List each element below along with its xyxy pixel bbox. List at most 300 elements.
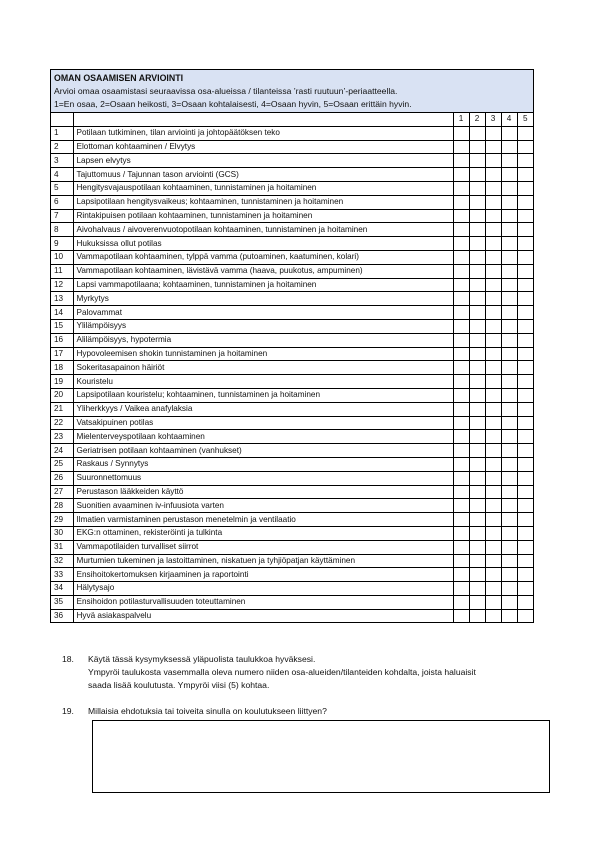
item-row xyxy=(51,237,533,251)
rating-box-1[interactable] xyxy=(453,361,469,375)
rating-box-5[interactable] xyxy=(517,595,533,609)
rating-box-5[interactable] xyxy=(517,485,533,499)
rating-box-5[interactable] xyxy=(517,292,533,306)
rating-box-1[interactable] xyxy=(453,292,469,306)
rating-box-4[interactable] xyxy=(501,306,517,320)
rating-box-3[interactable] xyxy=(485,554,501,568)
assessment-title: OMAN OSAAMISEN ARVIOINTI xyxy=(54,73,184,83)
rating-box-4[interactable] xyxy=(501,416,517,430)
rating-box-3[interactable] xyxy=(485,306,501,320)
rating-box-5[interactable] xyxy=(517,306,533,320)
question-18-line-2: Ympyröi taulukosta vasemmalla oleva numero niiden osa-alueiden/tilanteiden kohdalta, joista haluaisit xyxy=(88,667,476,677)
item-text: Palovammat xyxy=(73,306,453,320)
rating-box-3[interactable] xyxy=(485,209,501,223)
item-number[interactable]: 32 xyxy=(51,554,73,568)
rating-box-5[interactable] xyxy=(517,361,533,375)
rating-box-3[interactable] xyxy=(485,264,501,278)
rating-box-4[interactable] xyxy=(501,609,517,622)
item-number[interactable]: 7 xyxy=(51,209,73,223)
rating-box-5[interactable] xyxy=(517,333,533,347)
rating-box-3[interactable] xyxy=(485,292,501,306)
item-row xyxy=(51,264,533,278)
rating-box-1[interactable] xyxy=(453,485,469,499)
item-number[interactable]: 15 xyxy=(51,319,73,333)
rating-box-4[interactable] xyxy=(501,209,517,223)
rating-box-5[interactable] xyxy=(517,430,533,444)
item-row xyxy=(51,278,533,292)
rating-box-5[interactable] xyxy=(517,319,533,333)
question-18-line-1: Käytä tässä kysymyksessä yläpuolista taulukkoa hyväksesi. xyxy=(88,654,316,664)
rating-box-2[interactable] xyxy=(469,278,485,292)
rating-box-4[interactable] xyxy=(501,250,517,264)
item-row xyxy=(51,444,533,458)
item-text: Kouristelu xyxy=(73,375,453,389)
item-row xyxy=(51,609,533,622)
item-row xyxy=(51,595,533,609)
rating-box-2[interactable] xyxy=(469,457,485,471)
rating-box-4[interactable] xyxy=(501,168,517,182)
rating-box-5[interactable] xyxy=(517,444,533,458)
item-number[interactable]: 10 xyxy=(51,250,73,264)
rating-box-4[interactable] xyxy=(501,347,517,361)
rating-box-1[interactable] xyxy=(453,430,469,444)
rating-box-2[interactable] xyxy=(469,319,485,333)
rating-box-3[interactable] xyxy=(485,319,501,333)
rating-box-4[interactable] xyxy=(501,402,517,416)
item-row xyxy=(51,250,533,264)
rating-box-1[interactable] xyxy=(453,306,469,320)
question-18-line-3: saada lisää koulutusta. Ympyröi viisi (5) kohtaa. xyxy=(88,680,270,690)
item-text: Mielenterveyspotilaan kohtaaminen xyxy=(73,430,453,444)
rating-box-2[interactable] xyxy=(469,540,485,554)
rating-box-1[interactable] xyxy=(453,416,469,430)
rating-box-3[interactable] xyxy=(485,375,501,389)
rating-box-3[interactable] xyxy=(485,457,501,471)
item-text: Geriatrisen potilaan kohtaaminen (vanhukset) xyxy=(73,444,453,458)
rating-box-2[interactable] xyxy=(469,333,485,347)
rating-box-1[interactable] xyxy=(453,264,469,278)
rating-box-5[interactable] xyxy=(517,402,533,416)
rating-box-2[interactable] xyxy=(469,444,485,458)
rating-box-5[interactable] xyxy=(517,388,533,402)
item-text: Ensihoidon potilasturvallisuuden toteuttaminen xyxy=(73,595,453,609)
rating-box-2[interactable] xyxy=(469,140,485,154)
rating-box-4[interactable] xyxy=(501,430,517,444)
rating-box-5[interactable] xyxy=(517,540,533,554)
rating-box-4[interactable] xyxy=(501,388,517,402)
rating-box-3[interactable] xyxy=(485,388,501,402)
rating-box-1[interactable] xyxy=(453,237,469,251)
rating-box-5[interactable] xyxy=(517,181,533,195)
rating-box-5[interactable] xyxy=(517,375,533,389)
rating-box-1[interactable] xyxy=(453,471,469,485)
item-number[interactable]: 11 xyxy=(51,264,73,278)
rating-box-1[interactable] xyxy=(453,595,469,609)
rating-box-4[interactable] xyxy=(501,140,517,154)
item-row xyxy=(51,126,533,140)
item-number[interactable]: 9 xyxy=(51,237,73,251)
item-text: Hukuksissa ollut potilas xyxy=(73,237,453,251)
rating-box-1[interactable] xyxy=(453,126,469,140)
item-number[interactable]: 18 xyxy=(51,361,73,375)
item-row xyxy=(51,485,533,499)
rating-box-3[interactable] xyxy=(485,278,501,292)
rating-box-4[interactable] xyxy=(501,444,517,458)
rating-box-3[interactable] xyxy=(485,181,501,195)
rating-box-2[interactable] xyxy=(469,264,485,278)
rating-box-4[interactable] xyxy=(501,554,517,568)
rating-box-3[interactable] xyxy=(485,140,501,154)
rating-box-2[interactable] xyxy=(469,402,485,416)
item-text: Potilaan tutkiminen, tilan arviointi ja johtopäätöksen teko xyxy=(73,126,453,140)
item-number[interactable]: 33 xyxy=(51,568,73,582)
item-text: Ilmatien varmistaminen perustason menetelmin ja ventilaatio xyxy=(73,513,453,527)
questions-section xyxy=(62,653,542,718)
assessment-header xyxy=(51,70,533,113)
rating-box-2[interactable] xyxy=(469,168,485,182)
item-text: Hengitysvajauspotilaan kohtaaminen, tunnistaminen ja hoitaminen xyxy=(73,181,453,195)
rating-box-5[interactable] xyxy=(517,168,533,182)
rating-box-3[interactable] xyxy=(485,430,501,444)
rating-box-3[interactable] xyxy=(485,154,501,168)
rating-box-3[interactable] xyxy=(485,168,501,182)
rating-box-2[interactable] xyxy=(469,568,485,582)
rating-box-2[interactable] xyxy=(469,209,485,223)
rating-box-5[interactable] xyxy=(517,457,533,471)
rating-box-2[interactable] xyxy=(469,375,485,389)
rating-box-1[interactable] xyxy=(453,140,469,154)
rating-box-5[interactable] xyxy=(517,471,533,485)
item-row xyxy=(51,402,533,416)
rating-box-1[interactable] xyxy=(453,568,469,582)
item-text: Lapsipotilaan kouristelu; kohtaaminen, tunnistaminen ja hoitaminen xyxy=(73,388,453,402)
rating-box-5[interactable] xyxy=(517,237,533,251)
item-number[interactable]: 5 xyxy=(51,181,73,195)
item-number[interactable]: 36 xyxy=(51,609,73,622)
rating-box-3[interactable] xyxy=(485,416,501,430)
question-19 xyxy=(62,705,542,718)
item-row xyxy=(51,457,533,471)
rating-box-3[interactable] xyxy=(485,333,501,347)
rating-box-3[interactable] xyxy=(485,250,501,264)
rating-box-5[interactable] xyxy=(517,526,533,540)
rating-box-4[interactable] xyxy=(501,499,517,513)
rating-box-3[interactable] xyxy=(485,499,501,513)
rating-box-3[interactable] xyxy=(485,223,501,237)
rating-box-1[interactable] xyxy=(453,582,469,596)
rating-box-1[interactable] xyxy=(453,375,469,389)
rating-box-4[interactable] xyxy=(501,375,517,389)
item-text: Aivohalvaus / aivoverenvuotopotilaan kohtaaminen, tunnistaminen ja hoitaminen xyxy=(73,223,453,237)
rating-box-4[interactable] xyxy=(501,278,517,292)
rating-box-2[interactable] xyxy=(469,471,485,485)
item-text: Vatsakipuinen potilas xyxy=(73,416,453,430)
rating-box-2[interactable] xyxy=(469,292,485,306)
rating-box-2[interactable] xyxy=(469,513,485,527)
question-19-number: 19. xyxy=(62,706,74,716)
rating-box-2[interactable] xyxy=(469,485,485,499)
item-number[interactable]: 24 xyxy=(51,444,73,458)
rating-box-2[interactable] xyxy=(469,126,485,140)
rating-box-4[interactable] xyxy=(501,595,517,609)
rating-box-4[interactable] xyxy=(501,223,517,237)
item-row xyxy=(51,568,533,582)
rating-box-5[interactable] xyxy=(517,568,533,582)
rating-box-4[interactable] xyxy=(501,485,517,499)
item-row xyxy=(51,223,533,237)
item-row xyxy=(51,209,533,223)
rating-box-4[interactable] xyxy=(501,154,517,168)
rating-box-2[interactable] xyxy=(469,154,485,168)
item-number[interactable]: 28 xyxy=(51,499,73,513)
item-number[interactable]: 19 xyxy=(51,375,73,389)
rating-box-1[interactable] xyxy=(453,540,469,554)
rating-box-2[interactable] xyxy=(469,526,485,540)
item-text: Vammapotilaan kohtaaminen, tylppä vamma (putoaminen, kaatuminen, kolari) xyxy=(73,250,453,264)
rating-box-3[interactable] xyxy=(485,444,501,458)
scale-header-1: 1 xyxy=(453,113,469,126)
item-row xyxy=(51,554,533,568)
item-number[interactable]: 35 xyxy=(51,595,73,609)
rating-box-4[interactable] xyxy=(501,195,517,209)
item-text: Lapsi vammapotilaana; kohtaaminen, tunnistaminen ja hoitaminen xyxy=(73,278,453,292)
rating-box-1[interactable] xyxy=(453,168,469,182)
item-number[interactable]: 34 xyxy=(51,582,73,596)
rating-box-1[interactable] xyxy=(453,526,469,540)
item-row xyxy=(51,375,533,389)
rating-box-1[interactable] xyxy=(453,457,469,471)
item-number[interactable]: 23 xyxy=(51,430,73,444)
item-text: Hälytysajo xyxy=(73,582,453,596)
rating-box-3[interactable] xyxy=(485,513,501,527)
item-row xyxy=(51,540,533,554)
rating-box-2[interactable] xyxy=(469,554,485,568)
rating-box-3[interactable] xyxy=(485,595,501,609)
item-row xyxy=(51,361,533,375)
item-number[interactable]: 13 xyxy=(51,292,73,306)
question-19-text: Millaisia ehdotuksia tai toiveita sinulla on koulutukseen liittyen? xyxy=(88,706,327,716)
rating-box-1[interactable] xyxy=(453,347,469,361)
rating-box-3[interactable] xyxy=(485,402,501,416)
scale-header-2: 2 xyxy=(469,113,485,126)
rating-box-4[interactable] xyxy=(501,181,517,195)
rating-box-2[interactable] xyxy=(469,223,485,237)
rating-box-4[interactable] xyxy=(501,568,517,582)
rating-box-4[interactable] xyxy=(501,237,517,251)
rating-box-5[interactable] xyxy=(517,582,533,596)
rating-box-5[interactable] xyxy=(517,609,533,622)
item-number[interactable]: 3 xyxy=(51,154,73,168)
item-number[interactable]: 12 xyxy=(51,278,73,292)
rating-box-5[interactable] xyxy=(517,250,533,264)
rating-box-4[interactable] xyxy=(501,526,517,540)
item-row xyxy=(51,347,533,361)
item-text: Ensihoitokertomuksen kirjaaminen ja raportointi xyxy=(73,568,453,582)
rating-box-3[interactable] xyxy=(485,237,501,251)
rating-box-1[interactable] xyxy=(453,444,469,458)
item-number[interactable]: 14 xyxy=(51,306,73,320)
rating-box-5[interactable] xyxy=(517,513,533,527)
item-row xyxy=(51,499,533,513)
rating-box-4[interactable] xyxy=(501,126,517,140)
item-text: Ylilämpöisyys xyxy=(73,319,453,333)
item-text: Myrkytys xyxy=(73,292,453,306)
item-number[interactable]: 27 xyxy=(51,485,73,499)
rating-box-4[interactable] xyxy=(501,457,517,471)
item-text: Perustason lääkkeiden käyttö xyxy=(73,485,453,499)
rating-box-4[interactable] xyxy=(501,582,517,596)
rating-box-1[interactable] xyxy=(453,209,469,223)
header-blank-text xyxy=(73,113,453,126)
scale-header-3: 3 xyxy=(485,113,501,126)
item-text: Vammapotilaan kohtaaminen, lävistävä vamma (haava, puukotus, ampuminen) xyxy=(73,264,453,278)
item-text: EKG:n ottaminen, rekisteröinti ja tulkinta xyxy=(73,526,453,540)
item-number[interactable]: 29 xyxy=(51,513,73,527)
rating-box-5[interactable] xyxy=(517,278,533,292)
rating-box-3[interactable] xyxy=(485,126,501,140)
rating-box-3[interactable] xyxy=(485,485,501,499)
item-row xyxy=(51,388,533,402)
item-row xyxy=(51,513,533,527)
item-number[interactable]: 21 xyxy=(51,402,73,416)
rating-box-5[interactable] xyxy=(517,154,533,168)
rating-box-1[interactable] xyxy=(453,513,469,527)
item-number[interactable]: 20 xyxy=(51,388,73,402)
rating-box-2[interactable] xyxy=(469,361,485,375)
rating-box-2[interactable] xyxy=(469,237,485,251)
rating-box-3[interactable] xyxy=(485,582,501,596)
rating-box-3[interactable] xyxy=(485,609,501,622)
rating-box-2[interactable] xyxy=(469,430,485,444)
rating-box-5[interactable] xyxy=(517,499,533,513)
item-number[interactable]: 2 xyxy=(51,140,73,154)
rating-box-1[interactable] xyxy=(453,250,469,264)
rating-box-5[interactable] xyxy=(517,209,533,223)
rating-box-2[interactable] xyxy=(469,181,485,195)
rating-box-2[interactable] xyxy=(469,388,485,402)
item-text: Tajuttomuus / Tajunnan tason arviointi (GCS) xyxy=(73,168,453,182)
rating-box-2[interactable] xyxy=(469,499,485,513)
item-row xyxy=(51,416,533,430)
rating-box-5[interactable] xyxy=(517,140,533,154)
rating-box-5[interactable] xyxy=(517,416,533,430)
rating-box-1[interactable] xyxy=(453,402,469,416)
assessment-instruction: Arvioi omaa osaamistasi seuraavissa osa-alueissa / tilanteissa ’rasti ruutuun’-periaatteella. xyxy=(54,86,398,96)
item-text: Sokeritasapainon häiriöt xyxy=(73,361,453,375)
rating-box-1[interactable] xyxy=(453,181,469,195)
header-blank-number xyxy=(51,113,73,126)
rating-box-1[interactable] xyxy=(453,609,469,622)
rating-box-2[interactable] xyxy=(469,582,485,596)
rating-box-3[interactable] xyxy=(485,540,501,554)
rating-box-2[interactable] xyxy=(469,347,485,361)
item-row xyxy=(51,195,533,209)
rating-box-5[interactable] xyxy=(517,264,533,278)
item-row xyxy=(51,140,533,154)
rating-box-3[interactable] xyxy=(485,347,501,361)
rating-box-5[interactable] xyxy=(517,223,533,237)
rating-box-2[interactable] xyxy=(469,195,485,209)
rating-box-2[interactable] xyxy=(469,609,485,622)
rating-box-2[interactable] xyxy=(469,595,485,609)
rating-box-1[interactable] xyxy=(453,499,469,513)
rating-box-3[interactable] xyxy=(485,195,501,209)
item-number[interactable]: 30 xyxy=(51,526,73,540)
rating-box-1[interactable] xyxy=(453,223,469,237)
item-text: Alilämpöisyys, hypotermia xyxy=(73,333,453,347)
rating-box-4[interactable] xyxy=(501,264,517,278)
item-text: Suuronnettomuus xyxy=(73,471,453,485)
item-number[interactable]: 31 xyxy=(51,540,73,554)
item-number[interactable]: 6 xyxy=(51,195,73,209)
item-row xyxy=(51,292,533,306)
rating-box-3[interactable] xyxy=(485,361,501,375)
assessment-grid xyxy=(51,113,533,622)
item-row xyxy=(51,526,533,540)
rating-box-4[interactable] xyxy=(501,319,517,333)
scale-header-5: 5 xyxy=(517,113,533,126)
rating-box-3[interactable] xyxy=(485,526,501,540)
rating-box-1[interactable] xyxy=(453,388,469,402)
rating-box-4[interactable] xyxy=(501,333,517,347)
rating-box-1[interactable] xyxy=(453,319,469,333)
item-row xyxy=(51,168,533,182)
item-row xyxy=(51,306,533,320)
item-number[interactable]: 22 xyxy=(51,416,73,430)
scale-header-row xyxy=(51,113,533,126)
item-number[interactable]: 25 xyxy=(51,457,73,471)
question-18 xyxy=(62,653,542,692)
item-number[interactable]: 8 xyxy=(51,223,73,237)
rating-box-3[interactable] xyxy=(485,568,501,582)
item-number[interactable]: 1 xyxy=(51,126,73,140)
rating-box-1[interactable] xyxy=(453,333,469,347)
item-text: Rintakipuisen potilaan kohtaaminen, tunnistaminen ja hoitaminen xyxy=(73,209,453,223)
rating-box-4[interactable] xyxy=(501,361,517,375)
item-row xyxy=(51,181,533,195)
rating-box-3[interactable] xyxy=(485,471,501,485)
item-text: Hyvä asiakaspalvelu xyxy=(73,609,453,622)
rating-box-4[interactable] xyxy=(501,292,517,306)
rating-box-1[interactable] xyxy=(453,195,469,209)
item-number[interactable]: 26 xyxy=(51,471,73,485)
item-number[interactable]: 17 xyxy=(51,347,73,361)
rating-box-5[interactable] xyxy=(517,554,533,568)
item-text: Lapsipotilaan hengitysvaikeus; kohtaaminen, tunnistaminen ja hoitaminen xyxy=(73,195,453,209)
question-19-answer-box[interactable] xyxy=(92,720,550,793)
rating-box-1[interactable] xyxy=(453,554,469,568)
item-text: Raskaus / Synnytys xyxy=(73,457,453,471)
item-row xyxy=(51,319,533,333)
rating-box-4[interactable] xyxy=(501,513,517,527)
rating-box-2[interactable] xyxy=(469,416,485,430)
rating-box-4[interactable] xyxy=(501,540,517,554)
item-number[interactable]: 4 xyxy=(51,168,73,182)
item-number[interactable]: 16 xyxy=(51,333,73,347)
rating-box-2[interactable] xyxy=(469,250,485,264)
rating-box-4[interactable] xyxy=(501,471,517,485)
item-text: Hypovoleemisen shokin tunnistaminen ja hoitaminen xyxy=(73,347,453,361)
rating-box-5[interactable] xyxy=(517,126,533,140)
item-row xyxy=(51,430,533,444)
item-row xyxy=(51,471,533,485)
rating-box-1[interactable] xyxy=(453,154,469,168)
rating-box-5[interactable] xyxy=(517,347,533,361)
rating-box-1[interactable] xyxy=(453,278,469,292)
item-text: Elottoman kohtaaminen / Elvytys xyxy=(73,140,453,154)
rating-box-5[interactable] xyxy=(517,195,533,209)
rating-box-2[interactable] xyxy=(469,306,485,320)
